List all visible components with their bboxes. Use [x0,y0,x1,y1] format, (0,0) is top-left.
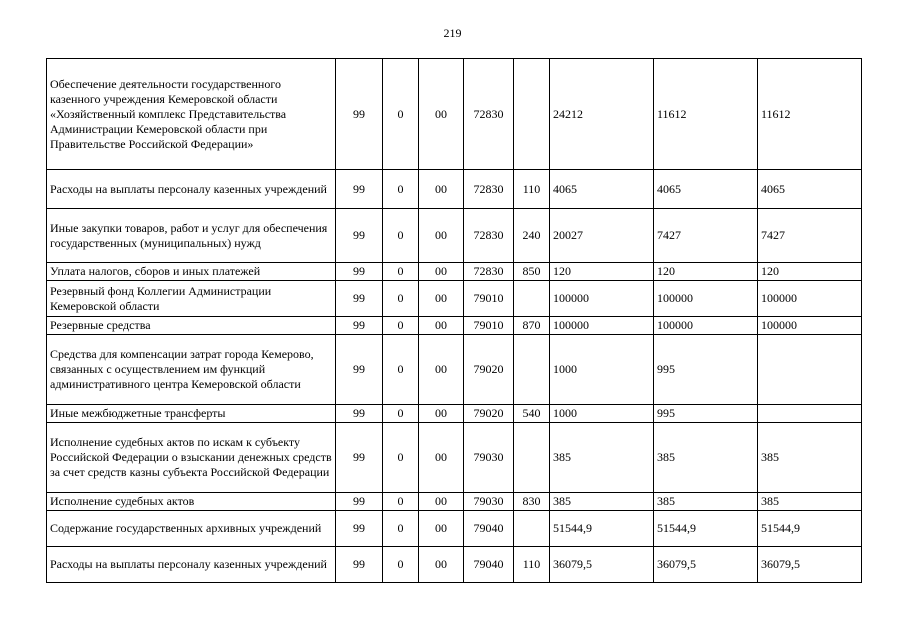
code-cell [514,423,550,493]
value-cell [758,335,862,405]
code-cell: 00 [419,547,464,583]
value-cell: 100000 [550,281,654,317]
row-name: Иные межбюджетные трансферты [47,405,336,423]
value-cell: 51544,9 [758,511,862,547]
table-row [47,170,862,209]
code-cell: 99 [336,281,383,317]
code-cell [514,59,550,170]
table-row [47,335,862,405]
code-cell: 79030 [464,493,514,511]
code-cell [514,335,550,405]
value-cell: 995 [654,405,758,423]
value-cell: 100000 [654,317,758,335]
code-cell: 99 [336,263,383,281]
code-cell: 0 [383,493,419,511]
table-row [47,423,862,493]
code-cell: 99 [336,547,383,583]
code-cell: 79040 [464,511,514,547]
row-name: Обеспечение деятельности государственного казенного учреждения Кемеровской области «Хозяйственный комплекс Представительства Администрации Кемеровской области при Правительстве Российской Федерации» [47,59,336,170]
page-number: 219 [443,26,462,40]
code-cell: 79040 [464,547,514,583]
value-cell: 385 [550,493,654,511]
code-cell: 99 [336,493,383,511]
code-cell: 110 [514,547,550,583]
row-name: Исполнение судебных актов по искам к субъекту Российской Федерации о взыскании денежных средств за счет средств казны субъекта Российской Федерации [47,423,336,493]
code-cell: 72830 [464,209,514,263]
value-cell: 385 [758,493,862,511]
value-cell: 36079,5 [550,547,654,583]
code-cell: 72830 [464,263,514,281]
code-cell [514,511,550,547]
row-name: Иные закупки товаров, работ и услуг для обеспечения государственных (муниципальных) нужд [47,209,336,263]
value-cell: 7427 [758,209,862,263]
row-name: Содержание государственных архивных учреждений [47,511,336,547]
code-cell: 00 [419,281,464,317]
value-cell: 4065 [654,170,758,209]
value-cell: 385 [654,493,758,511]
table-row [47,317,862,335]
code-cell: 99 [336,423,383,493]
code-cell: 0 [383,317,419,335]
code-cell: 0 [383,423,419,493]
code-cell: 99 [336,511,383,547]
code-cell: 00 [419,493,464,511]
value-cell: 100000 [550,317,654,335]
value-cell: 20027 [550,209,654,263]
code-cell: 0 [383,281,419,317]
code-cell: 00 [419,59,464,170]
value-cell: 36079,5 [654,547,758,583]
code-cell: 79020 [464,335,514,405]
row-name: Резервный фонд Коллегии Администрации Кемеровской области [47,281,336,317]
value-cell: 51544,9 [654,511,758,547]
value-cell [758,405,862,423]
code-cell: 0 [383,170,419,209]
value-cell: 385 [758,423,862,493]
budget-table [46,58,862,583]
value-cell: 385 [550,423,654,493]
code-cell: 99 [336,335,383,405]
code-cell: 00 [419,335,464,405]
code-cell: 00 [419,405,464,423]
code-cell: 00 [419,170,464,209]
code-cell: 99 [336,209,383,263]
table-row [47,547,862,583]
code-cell: 0 [383,335,419,405]
code-cell: 540 [514,405,550,423]
value-cell: 4065 [550,170,654,209]
value-cell: 24212 [550,59,654,170]
code-cell: 0 [383,547,419,583]
value-cell: 7427 [654,209,758,263]
code-cell: 72830 [464,59,514,170]
row-name: Уплата налогов, сборов и иных платежей [47,263,336,281]
code-cell: 0 [383,209,419,263]
code-cell: 79010 [464,281,514,317]
code-cell: 110 [514,170,550,209]
table-row [47,263,862,281]
code-cell: 99 [336,317,383,335]
value-cell: 100000 [654,281,758,317]
row-name: Расходы на выплаты персоналу казенных учреждений [47,547,336,583]
code-cell: 00 [419,317,464,335]
code-cell: 99 [336,170,383,209]
code-cell: 00 [419,511,464,547]
code-cell: 99 [336,59,383,170]
code-cell: 00 [419,423,464,493]
value-cell: 51544,9 [550,511,654,547]
value-cell: 385 [654,423,758,493]
table-row [47,511,862,547]
value-cell: 36079,5 [758,547,862,583]
code-cell: 870 [514,317,550,335]
row-name: Средства для компенсации затрат города Кемерово, связанных с осуществлением им функций административного центра Кемеровской области [47,335,336,405]
code-cell: 79030 [464,423,514,493]
table-row [47,281,862,317]
code-cell: 00 [419,209,464,263]
value-cell: 100000 [758,317,862,335]
row-name: Расходы на выплаты персоналу казенных учреждений [47,170,336,209]
code-cell: 240 [514,209,550,263]
code-cell: 00 [419,263,464,281]
value-cell: 995 [654,335,758,405]
value-cell: 120 [758,263,862,281]
row-name: Исполнение судебных актов [47,493,336,511]
value-cell: 120 [654,263,758,281]
code-cell [514,281,550,317]
code-cell: 850 [514,263,550,281]
row-name: Резервные средства [47,317,336,335]
code-cell: 830 [514,493,550,511]
code-cell: 72830 [464,170,514,209]
table-row [47,209,862,263]
code-cell: 0 [383,405,419,423]
code-cell: 79010 [464,317,514,335]
code-cell: 99 [336,405,383,423]
value-cell: 11612 [654,59,758,170]
code-cell: 0 [383,59,419,170]
code-cell: 0 [383,511,419,547]
value-cell: 100000 [758,281,862,317]
table-row [47,405,862,423]
value-cell: 1000 [550,335,654,405]
table-row [47,493,862,511]
code-cell: 0 [383,263,419,281]
code-cell: 79020 [464,405,514,423]
value-cell: 1000 [550,405,654,423]
value-cell: 4065 [758,170,862,209]
value-cell: 11612 [758,59,862,170]
value-cell: 120 [550,263,654,281]
table-row [47,59,862,170]
